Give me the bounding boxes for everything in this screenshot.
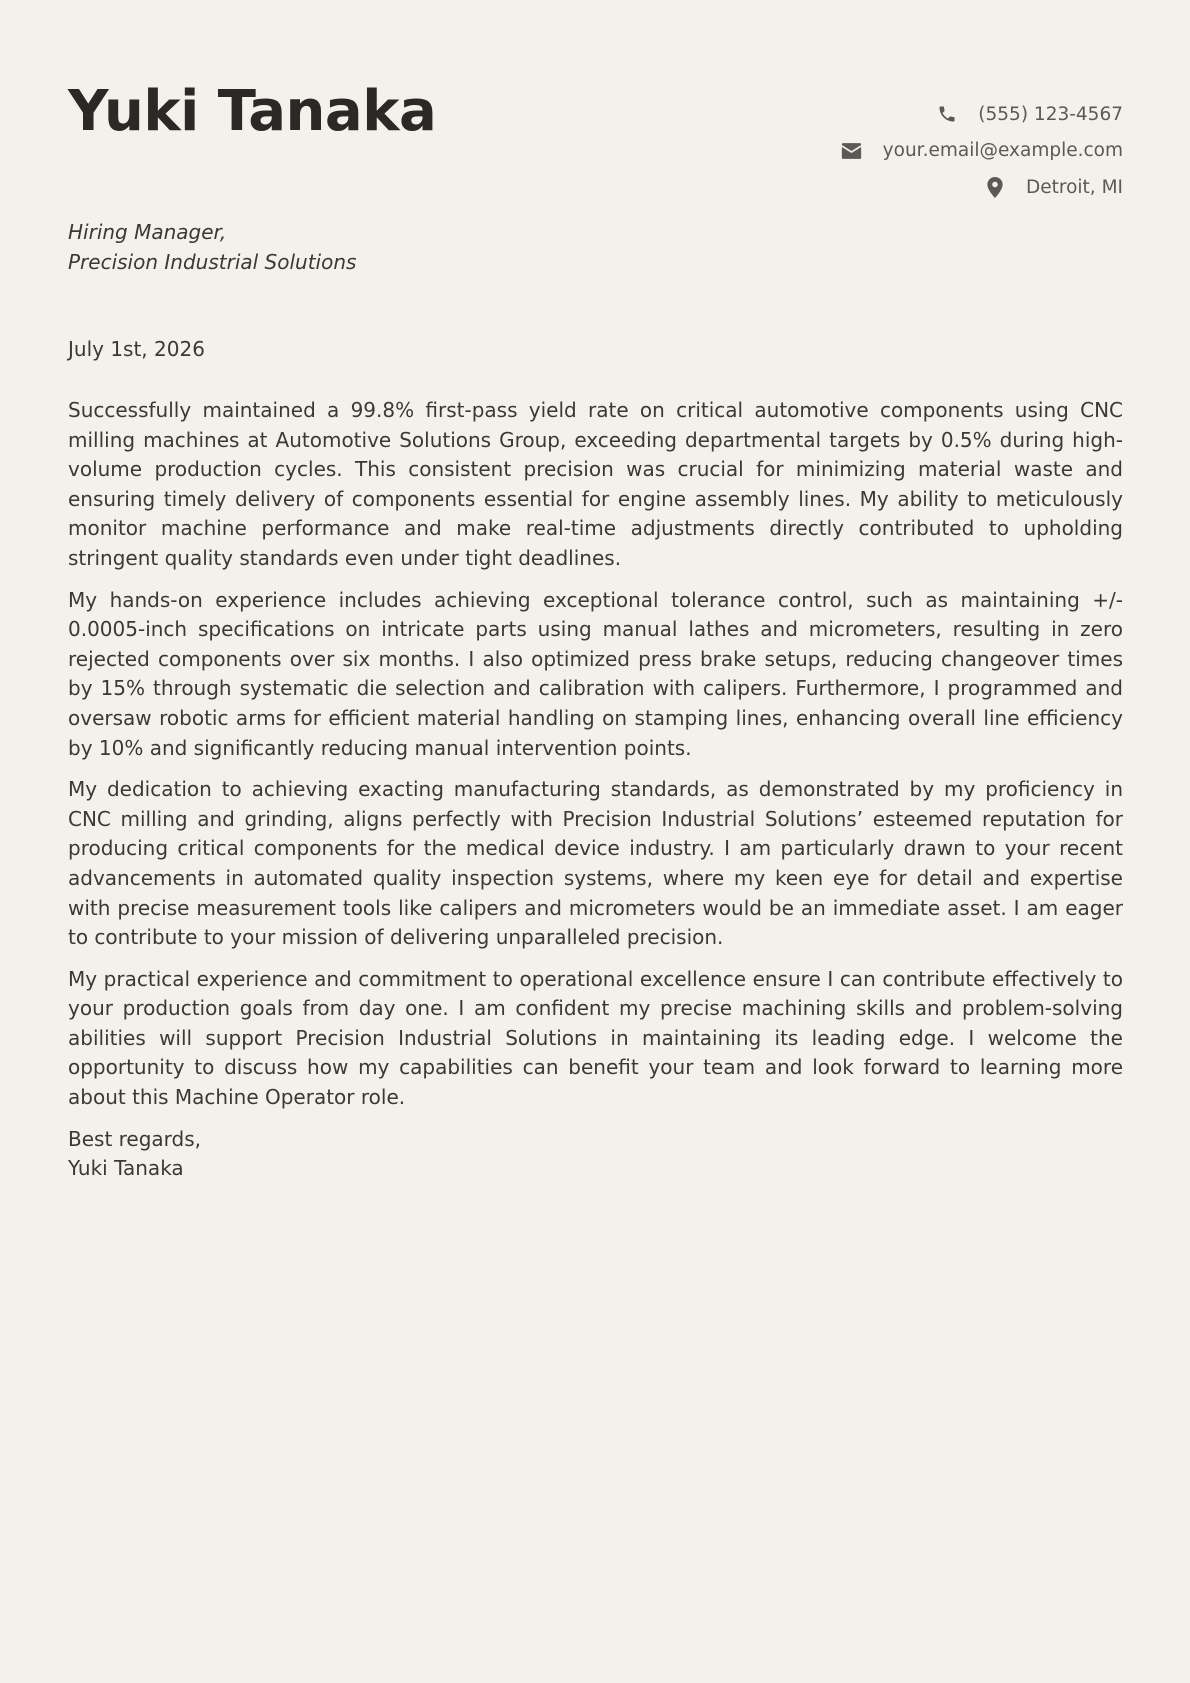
phone-icon — [936, 103, 958, 125]
map-pin-icon — [984, 176, 1006, 198]
body-paragraph: My dedication to achieving exacting manufacturing standards, as demonstrated by my proficiency in CNC milling and grinding, aligns perfectly with Precision Industrial Solutions’ esteemed reputation for producing critical components for the medical device industry. I am particularly drawn to your recent advancements in automated quality inspection systems, where my keen eye for detail and expertise with precise measurement tools like calipers and micrometers would be an immediate asset. I am eager to contribute to your mission of delivering unparalleled precision. — [68, 777, 1123, 950]
body-paragraph: My hands-on experience includes achieving exceptional tolerance control, such as maintaining +/- 0.0005-inch specifications on intricate parts using manual lathes and micrometers, resulting in zero rejected components over six months. I also optimized press brake setups, reducing changeover times by 15% through systematic die selection and calibration with calipers. Furthermore, I programmed and oversaw robotic arms for efficient material handling on stamping lines, enhancing overall line efficiency by 10% and significantly reducing manual intervention points. — [68, 587, 1123, 760]
contact-location — [841, 169, 1123, 206]
letter-body — [68, 396, 1123, 1184]
recipient-company: Precision Industrial Solutions — [68, 250, 357, 274]
envelope-icon — [841, 140, 863, 162]
applicant-name: Yuki Tanaka — [68, 79, 437, 144]
closing-block — [68, 1125, 1123, 1184]
email-text: your.email@example.com — [882, 140, 1123, 162]
location-text: Detroit, MI — [1026, 176, 1123, 198]
letter-header — [68, 0, 1123, 200]
letter-date: July 1st, 2026 — [68, 337, 205, 361]
body-paragraph: Successfully maintained a 99.8% first-pass yield rate on critical automotive components using CNC milling machines at Automotive Solutions Group, exceeding departmental targets by 0.5% during high-volume production cycles. This consistent precision was crucial for minimizing material waste and ensuring timely delivery of components essential for engine assembly lines. My ability to meticulously monitor machine performance and make real-time adjustments directly contributed to upholding stringent quality standards even under tight deadlines. — [68, 398, 1123, 570]
contact-email — [841, 133, 1123, 170]
contact-info — [841, 96, 1123, 206]
phone-text: (555) 123-4567 — [978, 103, 1123, 125]
recipient-title: Hiring Manager, — [68, 220, 227, 244]
closing-salutation: Best regards, — [68, 1126, 202, 1151]
recipient-block — [68, 217, 356, 277]
body-paragraph: My practical experience and commitment to operational excellence ensure I can contribute effectively to your production goals from day one. I am confident my precise machining skills and problem-solving abilities will support Precision Industrial Solutions in maintaining its leading edge. I welcome the opportunity to discuss how my capabilities can benefit your team and look forward to learning more about this Machine Operator role. — [68, 966, 1123, 1110]
signature-name: Yuki Tanaka — [68, 1156, 184, 1181]
contact-phone — [841, 96, 1123, 133]
cover-letter-page — [68, 0, 1123, 1181]
